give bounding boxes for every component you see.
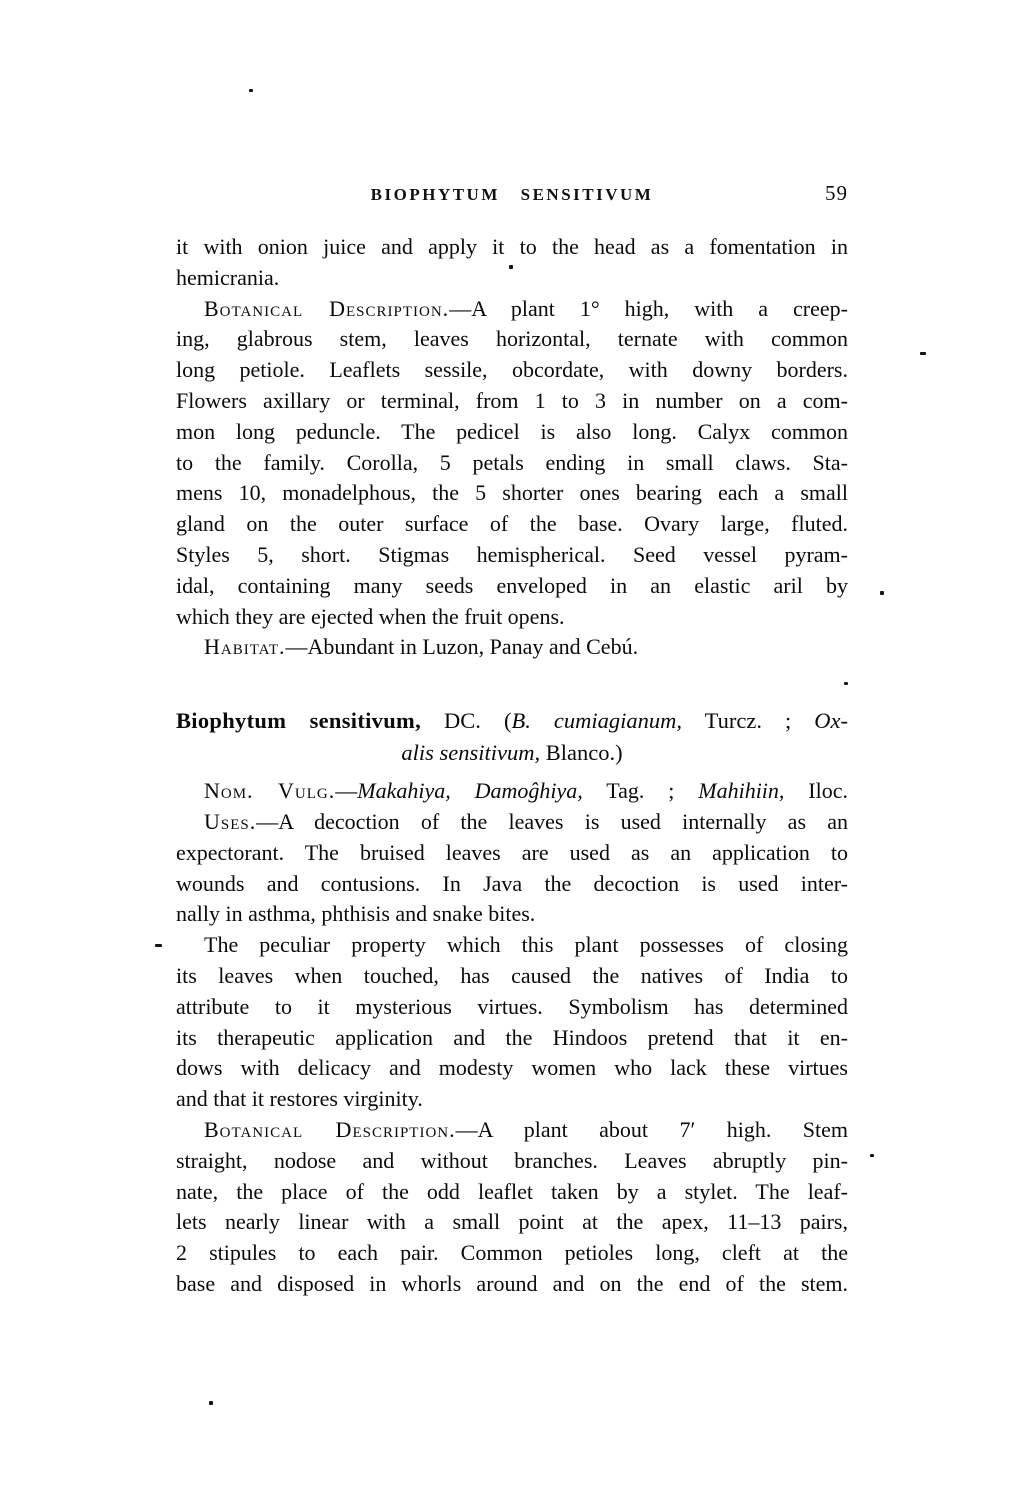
text-segment: Styles 5, short. Stigmas hemispherical. Seed vessel pyram-	[176, 541, 848, 567]
text-segment: Tag. ;	[582, 778, 699, 804]
text-line	[176, 930, 848, 961]
text-segment: —	[335, 778, 358, 804]
page-number: 59	[825, 181, 848, 205]
paragraph-habitat	[176, 632, 848, 663]
text-line	[176, 1115, 848, 1146]
text-line	[176, 992, 848, 1023]
text-line	[176, 1146, 848, 1177]
text-segment: B. cumiagianum,	[511, 708, 683, 734]
text-segment: gland on the outer surface of the base. Ovary large, fluted.	[176, 511, 848, 537]
text-segment: DC. (	[421, 708, 512, 734]
paragraph-species-heading	[176, 705, 848, 769]
text-segment: base and disposed in whorls around and on the end of the stem.	[176, 1270, 848, 1296]
scan-speck	[249, 89, 253, 92]
text-segment: its therapeutic application and the Hindoos pretend that it en-	[176, 1024, 848, 1050]
text-line	[176, 540, 848, 571]
text-segment: The peculiar property which this plant possesses of closing	[204, 932, 848, 958]
text-segment: and that it restores virginity.	[176, 1086, 423, 1112]
text-line	[176, 263, 848, 294]
text-segment: to the family. Corolla, 5 petals ending in small claws. Sta-	[176, 449, 848, 475]
text-segment: Botanical Description.	[204, 1116, 456, 1142]
text-segment: its leaves when touched, has caused the natives of India to	[176, 962, 848, 988]
text-segment: Makahiya, Damoĝhiya,	[357, 778, 583, 804]
text-line	[176, 838, 848, 869]
text-segment: which they are ejected when the fruit opens.	[176, 603, 565, 629]
scan-speck	[870, 1154, 874, 1157]
text-segment: dows with delicacy and modesty women who lack these virtues	[176, 1055, 848, 1081]
text-segment: —A decoction of the leaves is used internally as an	[256, 808, 848, 834]
text-line	[176, 448, 848, 479]
scan-speck	[209, 1401, 213, 1405]
text-line	[176, 1053, 848, 1084]
text-segment: Biophytum sensitivum,	[176, 708, 422, 734]
text-segment: Uses.	[204, 808, 257, 834]
running-title: BIOPHYTUM SENSITIVUM	[370, 185, 654, 204]
text-line	[176, 1269, 848, 1300]
text-segment: attribute to it mysterious virtues. Symbolism has determined	[176, 993, 848, 1019]
text-segment: hemicrania.	[176, 264, 280, 290]
text-segment: Habitat.	[204, 634, 286, 660]
text-line	[176, 417, 848, 448]
text-line	[176, 386, 848, 417]
text-line	[176, 869, 848, 900]
paragraph-botanical-description-1	[176, 294, 848, 633]
text-body	[176, 232, 848, 1300]
text-line	[176, 899, 848, 930]
text-line	[176, 294, 848, 325]
text-line	[176, 632, 848, 663]
paragraph-intro-continuation	[176, 232, 848, 294]
text-segment: 2 stipules to each pair. Common petioles long, cleft at the	[176, 1240, 848, 1266]
text-segment: mon long peduncle. The pedicel is also long. Calyx common	[176, 418, 848, 444]
text-line	[176, 1084, 848, 1115]
running-head	[176, 183, 848, 209]
text-segment: expectorant. The bruised leaves are used as an application to	[176, 839, 848, 865]
text-segment: lets nearly linear with a small point at the apex, 11–13 pairs,	[176, 1209, 848, 1235]
text-segment: long petiole. Leaflets sessile, obcordate, with downy borders.	[176, 357, 848, 383]
text-line	[176, 478, 848, 509]
text-segment: mens 10, monadelphous, the 5 shorter ones bearing each a small	[176, 480, 848, 506]
paragraph-peculiar-property	[176, 930, 848, 1115]
text-line	[176, 776, 848, 807]
text-line	[176, 1177, 848, 1208]
paragraph-botanical-description-2	[176, 1115, 848, 1300]
text-segment: wounds and contusions. In Java the decoction is used inter-	[176, 870, 848, 896]
text-line	[176, 961, 848, 992]
text-line	[176, 1023, 848, 1054]
text-line	[176, 232, 848, 263]
text-line	[176, 571, 848, 602]
text-segment: Turcz. ;	[682, 708, 815, 734]
text-line	[176, 355, 848, 386]
text-segment: —A plant 1° high, with a creep-	[449, 295, 848, 321]
text-segment: nally in asthma, phthisis and snake bites.	[176, 901, 536, 927]
text-line	[176, 807, 848, 838]
text-line	[176, 509, 848, 540]
text-segment: nate, the place of the odd leaflet taken by a stylet. The leaf-	[176, 1178, 848, 1204]
text-line	[176, 1207, 848, 1238]
text-segment: Flowers axillary or terminal, from 1 to 3 in number on a com-	[176, 387, 848, 413]
scan-speck	[155, 944, 162, 947]
text-segment: Ox-	[814, 708, 849, 734]
text-segment: Blanco.)	[540, 740, 623, 766]
text-segment: idal, containing many seeds enveloped in an elastic aril by	[176, 572, 848, 598]
scan-speck	[880, 591, 884, 595]
text-line	[176, 737, 848, 769]
text-segment: Iloc.	[784, 778, 848, 804]
scan-speck	[920, 352, 926, 355]
text-segment: it with onion juice and apply it to the head as a fomentation in	[176, 234, 848, 259]
text-segment: Botanical Description.	[204, 295, 450, 321]
text-segment: straight, nodose and without branches. Leaves abruptly pin-	[176, 1147, 848, 1173]
text-segment: ing, glabrous stem, leaves horizontal, ternate with common	[176, 326, 848, 352]
text-line	[176, 602, 848, 633]
text-segment: —A plant about 7′ high. Stem	[455, 1116, 848, 1142]
text-line	[176, 324, 848, 355]
text-line	[176, 705, 848, 737]
text-segment: Nom. Vulg.	[204, 778, 336, 804]
paragraph-uses	[176, 807, 848, 930]
text-line	[176, 1238, 848, 1269]
paragraph-nom-vulg	[176, 776, 848, 807]
text-block	[176, 183, 848, 1300]
text-segment: —Abundant in Luzon, Panay and Cebú.	[285, 634, 639, 660]
text-segment: alis sensitivum,	[401, 740, 541, 766]
text-segment: Mahihiin,	[698, 778, 785, 804]
